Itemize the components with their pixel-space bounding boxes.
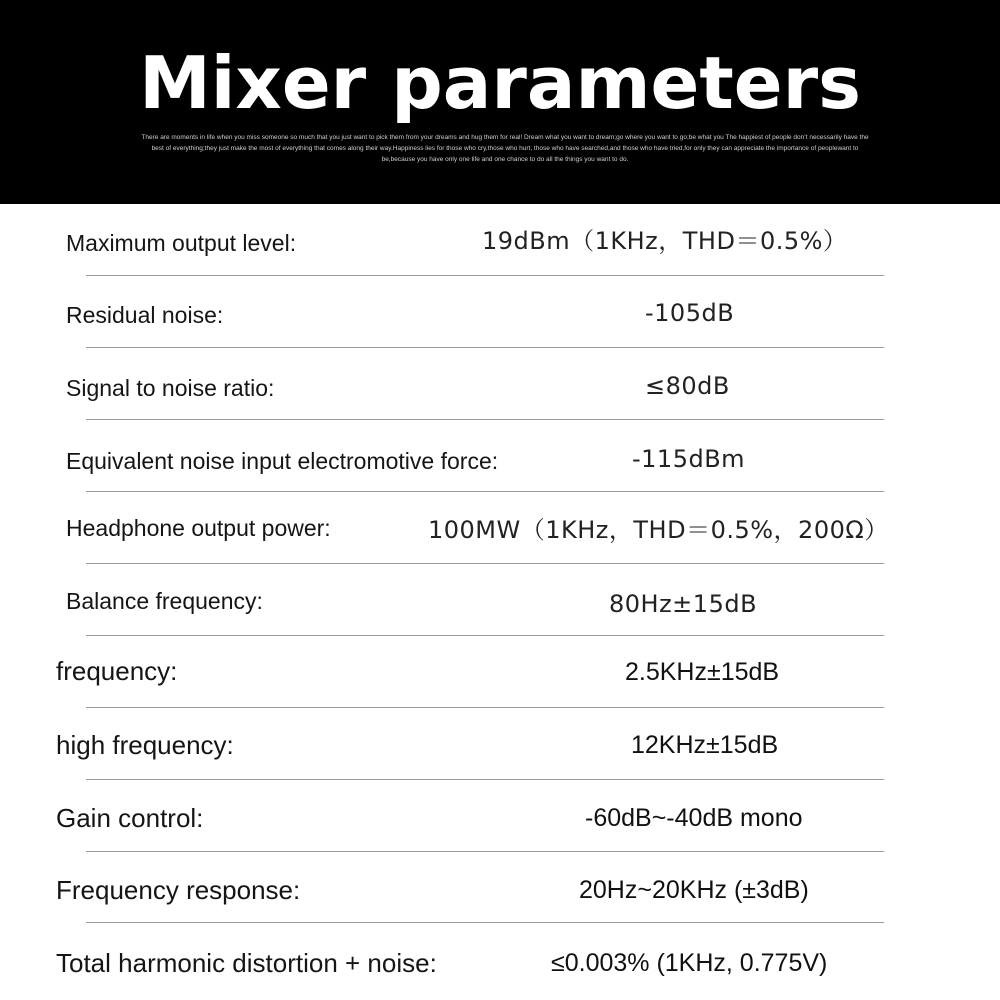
spec-value-equivalent-noise: -115dBm (632, 445, 746, 473)
spec-value-mid-frequency: 2.5KHz±15dB (625, 658, 780, 686)
spec-value-residual-noise: -105dB (645, 299, 735, 327)
spec-value-headphone-power: 100MW（1KHz，THD＝0.5%，200Ω） (428, 516, 889, 544)
row-divider (86, 563, 884, 564)
page-title: Mixer parameters (139, 41, 861, 125)
row-divider (86, 635, 884, 636)
row-divider (86, 491, 884, 492)
spec-label-residual-noise: Residual noise: (66, 302, 224, 328)
decorative-blurb: There are moments in life when you miss someone so much that you just want to pick them from your dreams and hug them for real! Dream what you want to dream;go where you want to go;be what you The happiest of people don’t necessarily have the best of everything;they just make the most of everything that comes along their way.Happiness lies for those who cry,those who hurt, those who have searched,and those who have tried,for only they can appreciate the importance of peoplewant to be,because you have only one life and one chance to do all the things you want to do. (141, 134, 869, 163)
spec-label-mid-frequency: frequency: (56, 656, 178, 686)
spec-value-gain-control: -60dB~-40dB mono (585, 804, 803, 832)
spec-label-gain-control: Gain control: (56, 803, 204, 833)
spec-value-frequency-response: 20Hz~20KHz (±3dB) (579, 876, 809, 904)
spec-label-max-output-level: Maximum output level: (66, 230, 297, 256)
row-divider (86, 851, 884, 852)
spec-label-high-frequency: high frequency: (56, 730, 234, 760)
row-divider (86, 275, 884, 276)
spec-value-high-frequency: 12KHz±15dB (631, 731, 779, 759)
spec-label-headphone-power: Headphone output power: (66, 515, 331, 541)
row-divider (86, 707, 884, 708)
spec-label-equivalent-noise: Equivalent noise input electromotive force: (66, 448, 499, 474)
header-banner (0, 0, 1000, 204)
spec-label-snr: Signal to noise ratio: (66, 375, 275, 401)
row-divider (86, 419, 884, 420)
spec-value-balance-frequency: 80Hz±15dB (609, 590, 758, 618)
spec-value-snr: ≤80dB (645, 372, 730, 400)
spec-value-max-output-level: 19dBm（1KHz，THD＝0.5%） (482, 227, 848, 255)
spec-label-thd-noise: Total harmonic distortion + noise: (56, 948, 437, 978)
spec-label-frequency-response: Frequency response: (56, 875, 301, 905)
row-divider (86, 347, 884, 348)
spec-label-balance-frequency: Balance frequency: (66, 588, 263, 614)
row-divider (86, 779, 884, 780)
spec-value-thd-noise: ≤0.003% (1KHz, 0.775V) (551, 949, 828, 977)
row-divider (86, 922, 884, 923)
